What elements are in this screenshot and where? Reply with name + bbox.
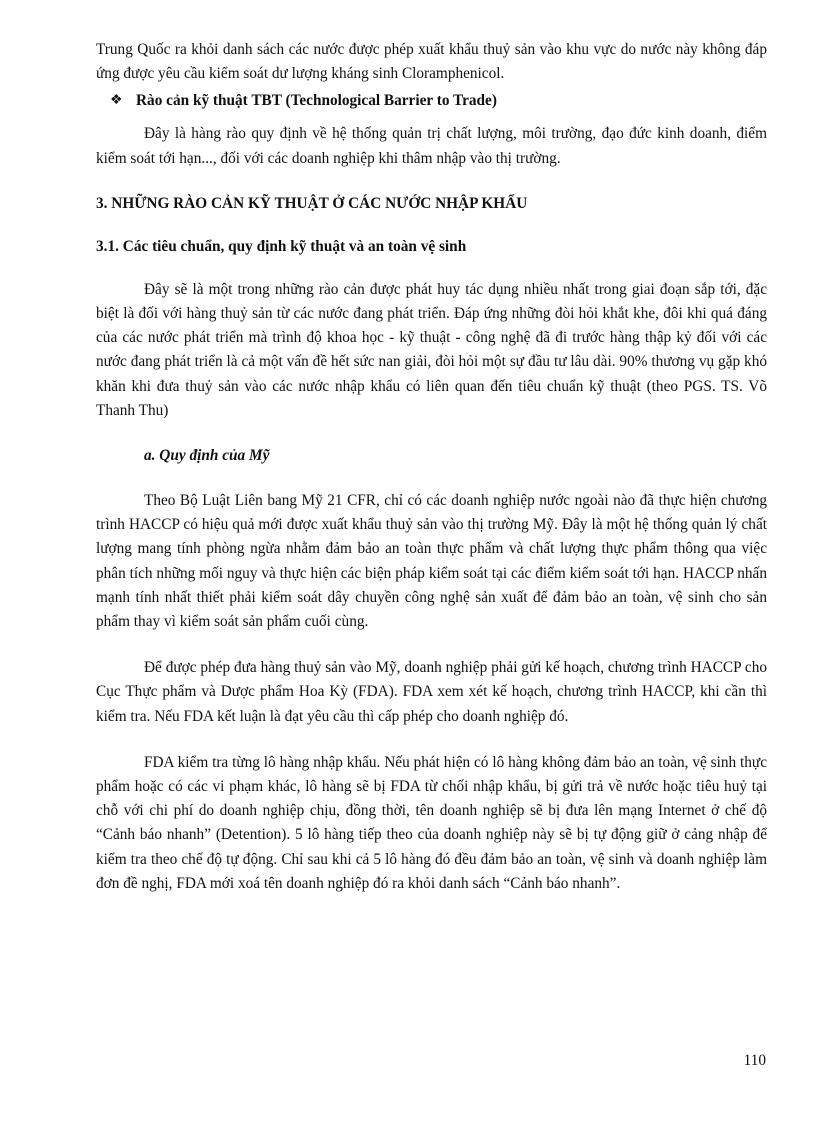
section-3-1-paragraph: Đây sẽ là một trong những rào cản được phát huy tác dụng nhiều nhất trong giai đoạn sắp tới, đặc biệt là đối với hàng thuỷ sản từ các nước đang phát triển. Đáp ứng những đòi hỏi khắt khe, đôi khi quá đáng của các nước phát triển mà trình độ khoa học - kỹ thuật - công nghệ đã đi trước hàng thập kỷ đối với các nước đang phát triển là cả một vấn đề hết sức nan giải, đòi hỏi một sự đầu tư lâu dài. 90% thương vụ gặp khó khăn khi đưa thuỷ sản vào các nước nhập khẩu có liên quan đến tiêu chuẩn kỹ thuật (theo PGS. TS. Võ Thanh Thu)	[96, 280, 767, 419]
page-number: 110	[743, 1052, 766, 1069]
page-content	[96, 38, 767, 896]
tbt-heading	[110, 89, 767, 113]
tbt-heading-text: Rào cản kỹ thuật TBT (Technological Barrier to Trade)	[136, 92, 497, 110]
diamond-bullet-icon: ❖	[110, 93, 123, 109]
usa-paragraph: Để được phép đưa hàng thuỷ sản vào Mỹ, doanh nghiệp phải gửi kế hoạch, chương trình HACCP cho Cục Thực phẩm và Dược phẩm Hoa Kỳ (FDA). FDA xem xét kế hoạch, chương trình HACCP, khi cần thì kiểm tra. Nếu FDA kết luận là đạt yêu cầu thì cấp phép cho doanh nghiệp đó.	[96, 659, 767, 725]
intro-paragraph: Trung Quốc ra khỏi danh sách các nước được phép xuất khẩu thuỷ sản vào khu vực do nước này không đáp ứng được yêu cầu kiểm soát dư lượng kháng sinh Cloramphenicol.	[96, 41, 767, 83]
tbt-paragraph: Đây là hàng rào quy định về hệ thống quản trị chất lượng, môi trường, đạo đức kinh doanh, điểm kiểm soát tới hạn..., đối với các doanh nghiệp khi thâm nhập vào thị trường.	[96, 125, 767, 167]
usa-paragraph: Theo Bộ Luật Liên bang Mỹ 21 CFR, chỉ có các doanh nghiệp nước ngoài nào đã thực hiện chương trình HACCP có hiệu quả mới được xuất khẩu thuỷ sản vào thị trường Mỹ. Đây là một hệ thống quản lý chất lượng mang tính phòng ngừa nhằm đảm bảo an toàn thực phẩm và chất lượng thực phẩm thông qua việc phân tích những mối nguy và thực hiện các biện pháp kiểm soát tại các điểm kiểm soát tới hạn. HACCP nhấn mạnh tính nhất thiết phải kiểm soát dây chuyền công nghệ sản xuất để đảm bảo an toàn, vệ sinh cho sản phẩm thay vì kiểm soát sản phẩm cuối cùng.	[96, 492, 767, 631]
usa-paragraph: FDA kiểm tra từng lô hàng nhập khẩu. Nếu phát hiện có lô hàng không đảm bảo an toàn, vệ sinh thực phẩm hoặc có các vi phạm khác, lô hàng sẽ bị FDA từ chối nhập khẩu, bị gửi trả về nước hoặc tiêu huỷ tại chỗ với chi phí do doanh nghiệp chịu, đồng thời, tên doanh nghiệp sẽ bị đưa lên mạng Internet ở chế độ “Cảnh báo nhanh” (Detention). 5 lô hàng tiếp theo của doanh nghiệp này sẽ bị tự động giữ ở cảng nhập để kiểm tra theo chế độ tự động. Chỉ sau khi cả 5 lô hàng đó đều đảm bảo an toàn, vệ sinh và doanh nghiệp làm đơn đề nghị, FDA mới xoá tên doanh nghiệp đó ra khỏi danh sách “Cảnh báo nhanh”.	[96, 753, 767, 892]
section-3-1-heading: 3.1. Các tiêu chuẩn, quy định kỹ thuật và an toàn vệ sinh	[96, 237, 467, 255]
section-3-heading: 3. NHỮNG RÀO CẢN KỸ THUẬT Ở CÁC NƯỚC NHẬP KHẨU	[96, 194, 528, 212]
usa-regulation-heading: a. Quy định của Mỹ	[144, 447, 270, 465]
